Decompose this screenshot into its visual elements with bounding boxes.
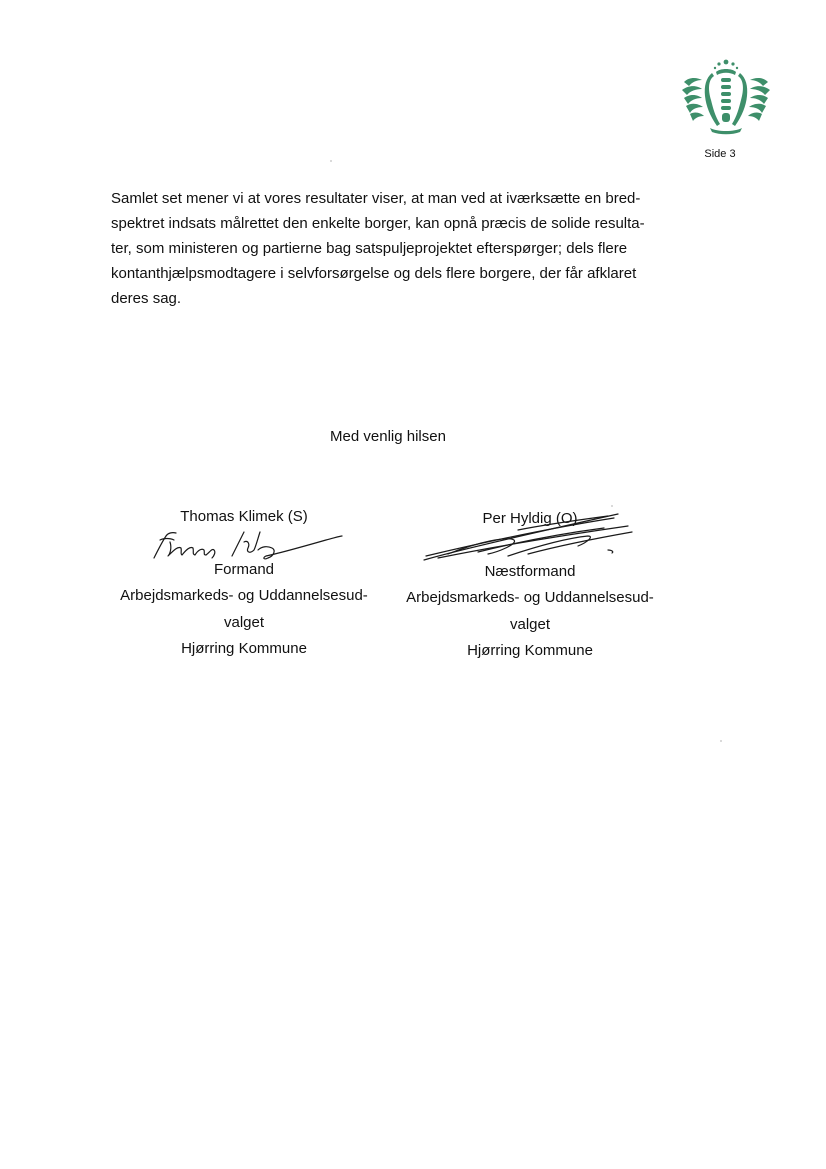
scan-speck <box>330 160 332 162</box>
signatory-organization: Hjørring Kommune <box>181 640 307 657</box>
page-number: Side 3 <box>704 148 736 160</box>
signatory-committee-line1: Arbejdsmarkeds- og Uddannelsesud- <box>120 587 368 604</box>
signatory-name: Thomas Klimek (S) <box>180 508 308 525</box>
signatory-title: Formand <box>213 560 275 578</box>
scan-speck <box>720 740 722 742</box>
signatory-organization: Hjørring Kommune <box>467 642 593 659</box>
hjorring-kommune-logo-icon <box>680 56 772 136</box>
closing-greeting: Med venlig hilsen <box>330 428 446 445</box>
paragraph-line: Samlet set mener vi at vores resultater viser, at man ved at iværksætte en bred- <box>111 190 641 207</box>
signatory-title: Næstformand <box>484 562 576 580</box>
handwritten-signature-right <box>418 506 638 564</box>
signatory-name: Per Hyldig (O) <box>482 510 578 527</box>
paragraph-line: ter, som ministeren og partierne bag satspuljeprojektet efterspørger; dels flere <box>111 240 628 257</box>
scan-speck <box>611 505 613 507</box>
paragraph-line: kontanthjælpsmodtagere i selvforsørgelse og dels flere borgere, der får afklaret <box>111 265 637 282</box>
handwritten-signature-left <box>148 528 344 562</box>
signatory-committee-line1: Arbejdsmarkeds- og Uddannelsesud- <box>406 589 654 606</box>
body-paragraph <box>111 186 671 311</box>
paragraph-line: spektret indsats målrettet den enkelte borger, kan opnå præcis de solide resulta- <box>111 215 645 232</box>
signatory-committee-line2: valget <box>509 615 551 633</box>
signatory-committee-line2: valget <box>223 613 265 631</box>
paragraph-line: deres sag. <box>111 290 182 307</box>
